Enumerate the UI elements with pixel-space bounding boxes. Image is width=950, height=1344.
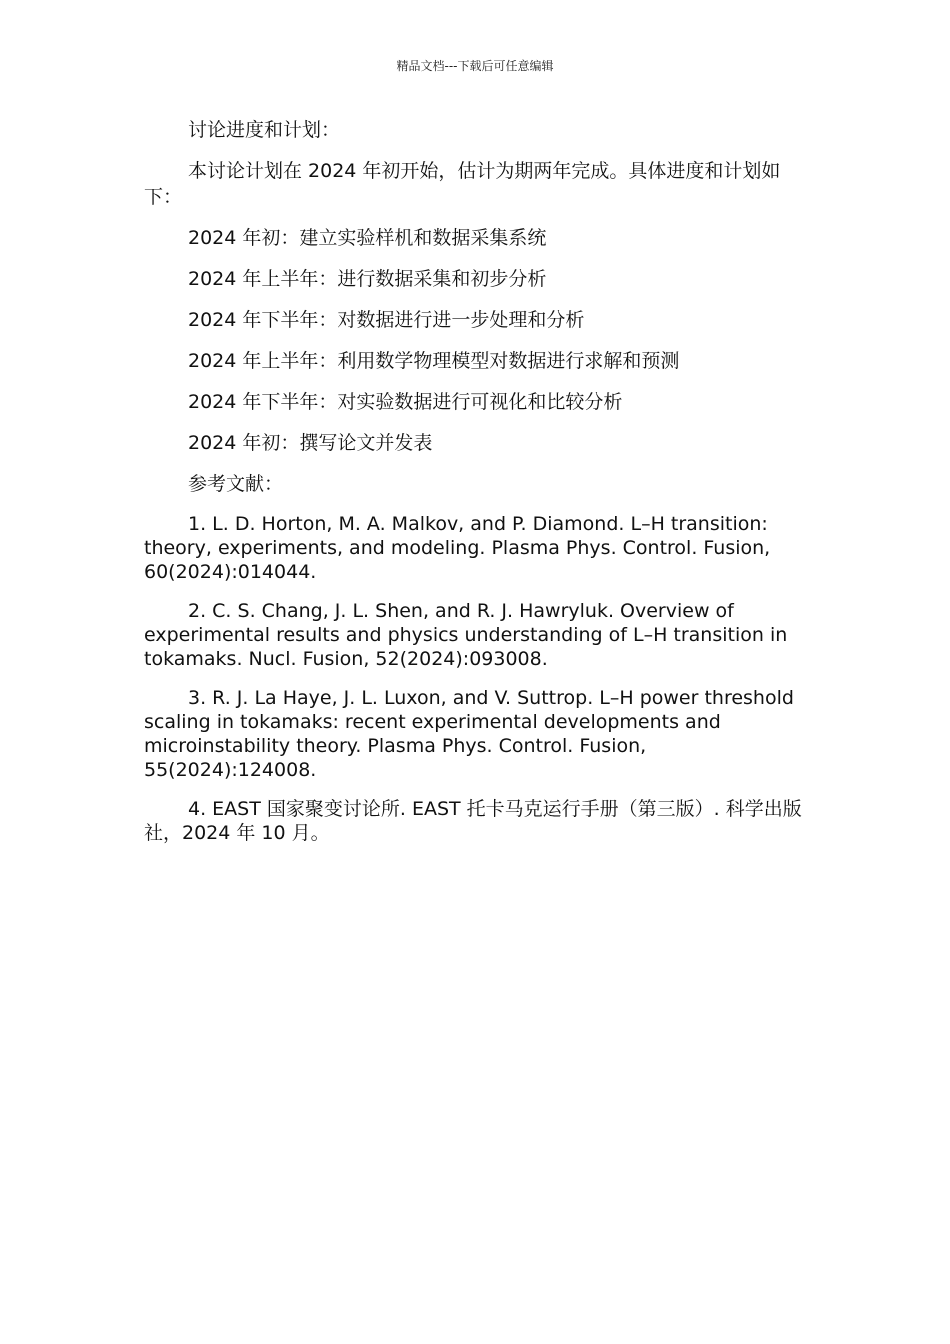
schedule-item: 2024 年下半年：对数据进行进一步处理和分析 [188,309,585,331]
intro-paragraph: 本讨论计划在 2024 年初开始，估计为期两年完成。具体进度和计划如下： [144,160,781,208]
schedule-item: 2024 年下半年：对实验数据进行可视化和比较分析 [188,391,623,413]
document-body [144,117,804,860]
reference-item: 1. L. D. Horton, M. A. Malkov, and P. Diamond. L–H transition: theory, experiments, and modeling. Plasma Phys. Control. Fusion, 60(2024):014044. [144,513,771,583]
reference-item: 3. R. J. La Haye, J. L. Luxon, and V. Suttrop. L–H power threshold scaling in tokamaks: recent experimental developments and microinstability theory. Plasma Phys. Control. Fusion, 55(2024):124008. [144,687,794,781]
reference-item: 4. EAST 国家聚变讨论所. EAST 托卡马克运行手册（第三版）. 科学出版社，2024 年 10 月。 [144,798,802,844]
section-heading: 讨论进度和计划： [188,119,341,141]
page-header: 精品文档---下载后可任意编辑 [396,59,554,73]
schedule-item: 2024 年上半年：进行数据采集和初步分析 [188,268,547,290]
reference-item: 2. C. S. Chang, J. L. Shen, and R. J. Hawryluk. Overview of experimental results and physics understanding of L–H transition in tokamaks. Nucl. Fusion, 52(2024):093008. [144,600,788,670]
schedule-item: 2024 年初：建立实验样机和数据采集系统 [188,227,547,249]
references-heading: 参考文献： [188,473,284,495]
schedule-item: 2024 年上半年：利用数学物理模型对数据进行求解和预测 [188,350,680,372]
schedule-item: 2024 年初：撰写论文并发表 [188,432,433,454]
